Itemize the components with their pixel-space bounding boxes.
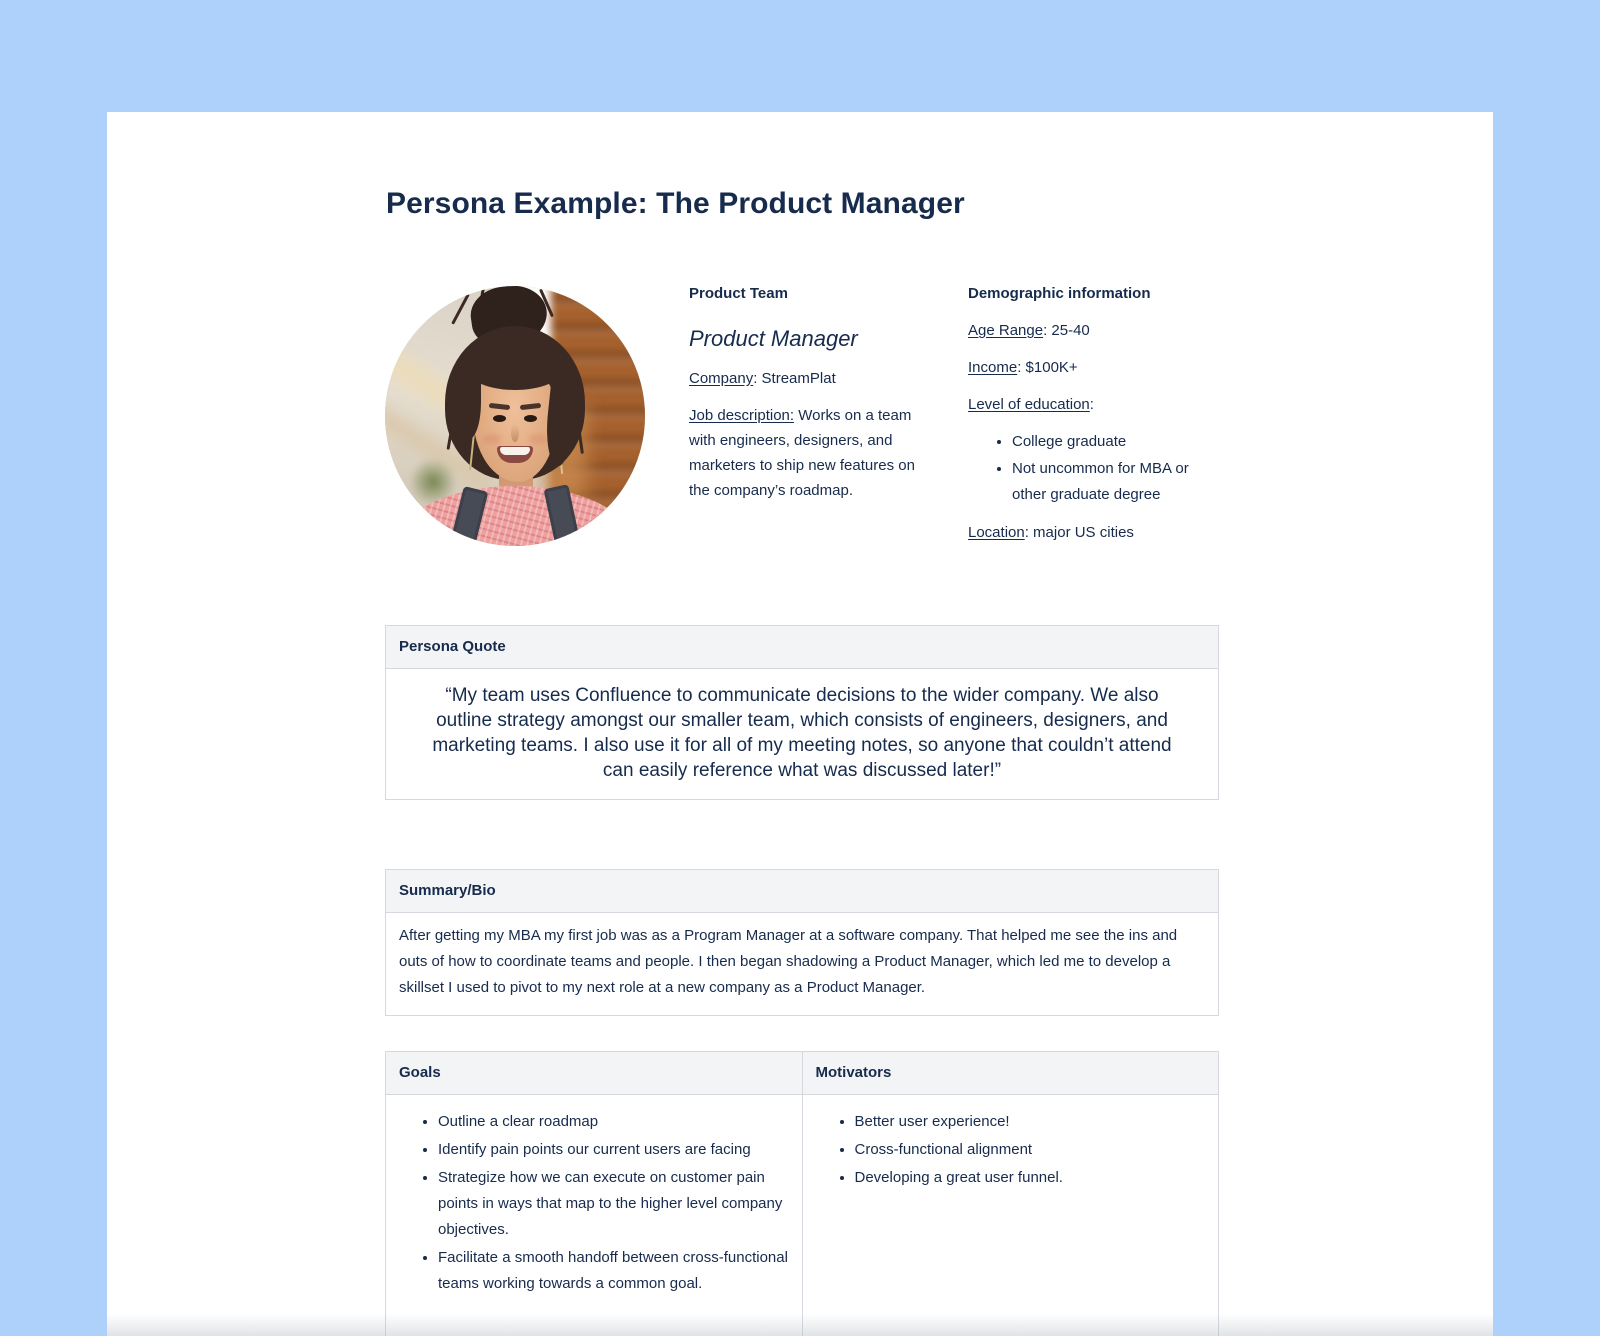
persona-role: Product Manager — [689, 326, 858, 351]
photo-eye — [493, 415, 506, 422]
goal-item: • Outline a clear roadmap — [438, 1109, 790, 1135]
photo-blush — [529, 434, 547, 444]
product-team-section — [689, 284, 929, 515]
summary-bio-text: After getting my MBA my first job was as a Program Manager at a software company. That helped me see the ins and outs of how to coordinate teams and people. I then began shadowing a Product Manager, which led me to develop a skillset I used to pivot to my next role at a new company as a Product Manager. — [399, 927, 1178, 996]
demographics-heading: Demographic information — [968, 285, 1151, 302]
goals-list — [398, 1109, 790, 1297]
job-description-line — [689, 403, 929, 503]
summary-bio-panel — [385, 869, 1219, 1016]
education-line — [968, 392, 1205, 417]
photo-hair-fringe — [467, 348, 563, 390]
age-range-line — [968, 318, 1205, 343]
goals-cell — [386, 1095, 803, 1336]
income-line — [968, 355, 1205, 380]
location-line — [968, 520, 1205, 545]
summary-bio-header: Summary/Bio — [386, 870, 1218, 913]
income-label: Income — [968, 359, 1018, 376]
persona-quote-panel — [385, 625, 1219, 800]
persona-quote-header: Persona Quote — [386, 626, 1218, 669]
education-list — [968, 429, 1205, 508]
motivator-item: • Better user experience! — [855, 1109, 1207, 1135]
photo-blush — [483, 434, 501, 444]
persona-quote-text: “My team uses Confluence to communicate decisions to the wider company. We also outline strategy amongst our smaller team, which consists of engineers, designers, and marketing teams. I also use it for all of my meeting notes, so anyone that couldn’t attend can easily reference what was discussed later!” — [432, 685, 1172, 781]
education-colon: : — [1089, 396, 1094, 413]
job-description-label: Job description: — [689, 407, 795, 424]
photo-eye — [524, 415, 537, 422]
product-team-heading: Product Team — [689, 285, 788, 302]
location-value: : major US cities — [1024, 524, 1134, 541]
motivator-item: • Cross-functional alignment — [855, 1137, 1207, 1163]
motivators-cell — [803, 1095, 1219, 1336]
goal-item: • Strategize how we can execute on customer pain points in ways that map to the higher level company objectives. — [438, 1165, 790, 1243]
job-description-value: Works on a team with engineers, designers, and marketers to ship new features on the company’s roadmap. — [689, 407, 915, 499]
demographics-section — [968, 284, 1205, 557]
age-range-value: : 25-40 — [1043, 322, 1090, 339]
education-item: • Not uncommon for MBA or other graduate degree — [1012, 456, 1205, 508]
age-range-label: Age Range — [968, 322, 1044, 339]
table-body-row — [386, 1095, 1218, 1336]
photo-nose — [511, 424, 519, 442]
company-label: Company — [689, 370, 754, 387]
goals-header: Goals — [386, 1052, 803, 1094]
goals-motivators-table — [385, 1051, 1219, 1336]
company-line — [689, 366, 929, 391]
location-label: Location — [968, 524, 1025, 541]
education-item: • College graduate — [1012, 429, 1205, 455]
goal-item: • Identify pain points our current users are facing — [438, 1137, 790, 1163]
persona-photo — [385, 286, 645, 546]
table-header-row — [386, 1052, 1218, 1095]
document-page — [107, 112, 1493, 1336]
education-label: Level of education — [968, 396, 1090, 413]
photo-teeth — [500, 447, 530, 455]
motivators-list — [815, 1109, 1207, 1191]
income-value: : $100K+ — [1017, 359, 1078, 376]
motivators-header: Motivators — [815, 1064, 892, 1081]
motivator-item: • Developing a great user funnel. — [855, 1165, 1207, 1191]
page-title: Persona Example: The Product Manager — [386, 187, 965, 220]
goal-item: • Facilitate a smooth handoff between cross-functional teams working towards a common goal. — [438, 1245, 790, 1297]
company-value: : StreamPlat — [753, 370, 836, 387]
